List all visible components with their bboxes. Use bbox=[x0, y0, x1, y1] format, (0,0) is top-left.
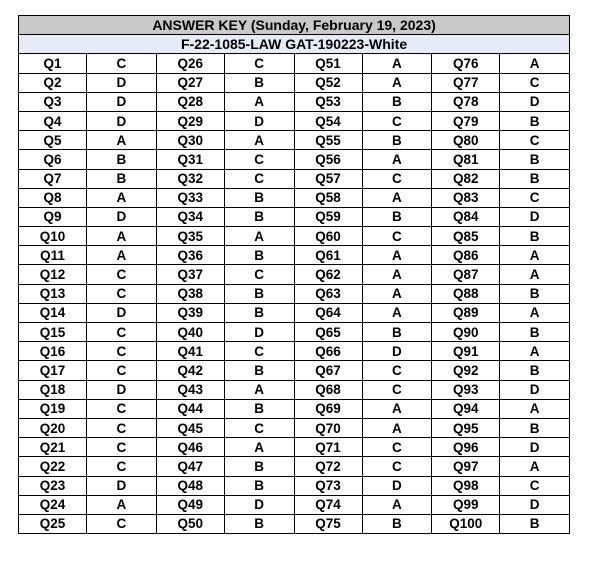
table-row bbox=[19, 207, 570, 226]
question-number-cell: Q42 bbox=[156, 361, 224, 380]
question-number-cell: Q80 bbox=[432, 131, 500, 150]
answer-cell: B bbox=[224, 399, 294, 418]
question-number-cell: Q68 bbox=[294, 380, 362, 399]
answer-cell: A bbox=[500, 54, 570, 73]
question-number-cell: Q31 bbox=[156, 150, 224, 169]
answer-cell: B bbox=[362, 323, 432, 342]
answer-cell: A bbox=[500, 303, 570, 322]
question-number-cell: Q20 bbox=[19, 418, 87, 437]
question-number-cell: Q86 bbox=[432, 246, 500, 265]
question-number-cell: Q94 bbox=[432, 399, 500, 418]
answer-cell: A bbox=[224, 438, 294, 457]
table-row bbox=[19, 227, 570, 246]
question-number-cell: Q17 bbox=[19, 361, 87, 380]
question-number-cell: Q60 bbox=[294, 227, 362, 246]
answer-cell: D bbox=[500, 92, 570, 111]
answer-cell: B bbox=[224, 246, 294, 265]
answer-cell: B bbox=[500, 323, 570, 342]
answer-cell: B bbox=[362, 131, 432, 150]
answer-cell: D bbox=[224, 111, 294, 130]
answer-cell: C bbox=[500, 131, 570, 150]
question-number-cell: Q61 bbox=[294, 246, 362, 265]
answer-cell: B bbox=[224, 457, 294, 476]
question-number-cell: Q57 bbox=[294, 169, 362, 188]
answer-cell: D bbox=[87, 303, 157, 322]
answer-cell: D bbox=[362, 476, 432, 495]
answer-cell: C bbox=[224, 265, 294, 284]
answer-cell: A bbox=[224, 227, 294, 246]
answer-cell: D bbox=[87, 380, 157, 399]
table-row bbox=[19, 323, 570, 342]
table-row bbox=[19, 380, 570, 399]
question-number-cell: Q1 bbox=[19, 54, 87, 73]
table-row bbox=[19, 131, 570, 150]
question-number-cell: Q11 bbox=[19, 246, 87, 265]
question-number-cell: Q44 bbox=[156, 399, 224, 418]
question-number-cell: Q16 bbox=[19, 342, 87, 361]
answer-cell: A bbox=[362, 495, 432, 514]
answer-cell: B bbox=[224, 361, 294, 380]
answer-cell: D bbox=[500, 380, 570, 399]
question-number-cell: Q22 bbox=[19, 457, 87, 476]
answer-cell: A bbox=[362, 265, 432, 284]
question-number-cell: Q69 bbox=[294, 399, 362, 418]
answer-cell: C bbox=[362, 361, 432, 380]
table-row bbox=[19, 111, 570, 130]
answer-cell: C bbox=[500, 188, 570, 207]
question-number-cell: Q39 bbox=[156, 303, 224, 322]
question-number-cell: Q82 bbox=[432, 169, 500, 188]
answer-cell: B bbox=[224, 284, 294, 303]
answer-cell: C bbox=[224, 150, 294, 169]
answer-cell: C bbox=[224, 54, 294, 73]
answer-cell: A bbox=[224, 131, 294, 150]
answer-cell: B bbox=[87, 150, 157, 169]
table-row bbox=[19, 246, 570, 265]
answer-cell: D bbox=[87, 73, 157, 92]
answer-cell: C bbox=[362, 457, 432, 476]
question-number-cell: Q67 bbox=[294, 361, 362, 380]
answer-cell: A bbox=[362, 73, 432, 92]
table-row bbox=[19, 438, 570, 457]
question-number-cell: Q21 bbox=[19, 438, 87, 457]
question-number-cell: Q85 bbox=[432, 227, 500, 246]
question-number-cell: Q50 bbox=[156, 514, 224, 533]
answer-cell: A bbox=[500, 457, 570, 476]
table-row bbox=[19, 399, 570, 418]
table-row bbox=[19, 188, 570, 207]
answer-cell: B bbox=[224, 188, 294, 207]
question-number-cell: Q53 bbox=[294, 92, 362, 111]
answer-cell: C bbox=[87, 284, 157, 303]
question-number-cell: Q48 bbox=[156, 476, 224, 495]
question-number-cell: Q47 bbox=[156, 457, 224, 476]
answer-cell: B bbox=[500, 284, 570, 303]
answer-cell: A bbox=[362, 303, 432, 322]
answer-cell: C bbox=[362, 380, 432, 399]
question-number-cell: Q81 bbox=[432, 150, 500, 169]
table-row bbox=[19, 495, 570, 514]
answer-cell: A bbox=[500, 399, 570, 418]
question-number-cell: Q58 bbox=[294, 188, 362, 207]
answer-cell: A bbox=[500, 342, 570, 361]
table-row bbox=[19, 361, 570, 380]
table-row bbox=[19, 169, 570, 188]
question-number-cell: Q87 bbox=[432, 265, 500, 284]
answer-cell: B bbox=[224, 303, 294, 322]
answer-cell: C bbox=[87, 361, 157, 380]
question-number-cell: Q95 bbox=[432, 418, 500, 437]
question-number-cell: Q26 bbox=[156, 54, 224, 73]
table-row bbox=[19, 342, 570, 361]
answer-cell: B bbox=[500, 150, 570, 169]
answer-cell: B bbox=[500, 169, 570, 188]
question-number-cell: Q34 bbox=[156, 207, 224, 226]
question-number-cell: Q88 bbox=[432, 284, 500, 303]
question-number-cell: Q28 bbox=[156, 92, 224, 111]
question-number-cell: Q74 bbox=[294, 495, 362, 514]
answer-cell: C bbox=[362, 111, 432, 130]
answer-cell: D bbox=[87, 92, 157, 111]
answer-cell: B bbox=[500, 111, 570, 130]
answer-cell: D bbox=[87, 476, 157, 495]
question-number-cell: Q96 bbox=[432, 438, 500, 457]
answer-cell: A bbox=[500, 246, 570, 265]
table-row bbox=[19, 418, 570, 437]
question-number-cell: Q9 bbox=[19, 207, 87, 226]
question-number-cell: Q3 bbox=[19, 92, 87, 111]
answer-cell: C bbox=[224, 418, 294, 437]
question-number-cell: Q36 bbox=[156, 246, 224, 265]
title-row bbox=[19, 16, 570, 35]
answer-cell: C bbox=[87, 265, 157, 284]
answer-cell: C bbox=[224, 342, 294, 361]
question-number-cell: Q6 bbox=[19, 150, 87, 169]
question-number-cell: Q64 bbox=[294, 303, 362, 322]
answer-cell: A bbox=[224, 92, 294, 111]
answer-cell: B bbox=[87, 169, 157, 188]
question-number-cell: Q41 bbox=[156, 342, 224, 361]
table-row bbox=[19, 92, 570, 111]
answer-cell: D bbox=[362, 342, 432, 361]
question-number-cell: Q45 bbox=[156, 418, 224, 437]
answer-key-body bbox=[19, 54, 570, 534]
question-number-cell: Q71 bbox=[294, 438, 362, 457]
question-number-cell: Q62 bbox=[294, 265, 362, 284]
question-number-cell: Q73 bbox=[294, 476, 362, 495]
question-number-cell: Q77 bbox=[432, 73, 500, 92]
answer-cell: C bbox=[87, 514, 157, 533]
answer-key-table bbox=[18, 15, 570, 534]
question-number-cell: Q4 bbox=[19, 111, 87, 130]
answer-cell: D bbox=[500, 438, 570, 457]
answer-cell: C bbox=[87, 438, 157, 457]
answer-cell: A bbox=[87, 188, 157, 207]
answer-cell: B bbox=[362, 514, 432, 533]
question-number-cell: Q24 bbox=[19, 495, 87, 514]
question-number-cell: Q12 bbox=[19, 265, 87, 284]
answer-cell: A bbox=[362, 284, 432, 303]
question-number-cell: Q35 bbox=[156, 227, 224, 246]
answer-cell: B bbox=[500, 418, 570, 437]
paper-code: F-22-1085-LAW GAT-190223-White bbox=[19, 35, 570, 54]
answer-cell: C bbox=[500, 476, 570, 495]
question-number-cell: Q52 bbox=[294, 73, 362, 92]
question-number-cell: Q30 bbox=[156, 131, 224, 150]
answer-cell: D bbox=[87, 111, 157, 130]
question-number-cell: Q89 bbox=[432, 303, 500, 322]
question-number-cell: Q83 bbox=[432, 188, 500, 207]
question-number-cell: Q18 bbox=[19, 380, 87, 399]
question-number-cell: Q99 bbox=[432, 495, 500, 514]
question-number-cell: Q90 bbox=[432, 323, 500, 342]
answer-cell: B bbox=[224, 476, 294, 495]
question-number-cell: Q63 bbox=[294, 284, 362, 303]
question-number-cell: Q55 bbox=[294, 131, 362, 150]
question-number-cell: Q76 bbox=[432, 54, 500, 73]
question-number-cell: Q14 bbox=[19, 303, 87, 322]
answer-cell: B bbox=[500, 227, 570, 246]
answer-cell: A bbox=[87, 227, 157, 246]
question-number-cell: Q19 bbox=[19, 399, 87, 418]
question-number-cell: Q33 bbox=[156, 188, 224, 207]
answer-key-title: ANSWER KEY (Sunday, February 19, 2023) bbox=[19, 16, 570, 35]
answer-cell: A bbox=[362, 54, 432, 73]
answer-cell: B bbox=[362, 207, 432, 226]
table-row bbox=[19, 73, 570, 92]
question-number-cell: Q97 bbox=[432, 457, 500, 476]
answer-cell: A bbox=[87, 495, 157, 514]
question-number-cell: Q75 bbox=[294, 514, 362, 533]
question-number-cell: Q72 bbox=[294, 457, 362, 476]
answer-cell: B bbox=[224, 207, 294, 226]
question-number-cell: Q40 bbox=[156, 323, 224, 342]
question-number-cell: Q32 bbox=[156, 169, 224, 188]
answer-cell: D bbox=[500, 495, 570, 514]
question-number-cell: Q98 bbox=[432, 476, 500, 495]
question-number-cell: Q59 bbox=[294, 207, 362, 226]
answer-cell: C bbox=[87, 399, 157, 418]
answer-cell: C bbox=[500, 73, 570, 92]
table-row bbox=[19, 476, 570, 495]
question-number-cell: Q10 bbox=[19, 227, 87, 246]
answer-cell: C bbox=[87, 54, 157, 73]
answer-cell: B bbox=[500, 514, 570, 533]
answer-cell: A bbox=[224, 380, 294, 399]
question-number-cell: Q37 bbox=[156, 265, 224, 284]
answer-cell: D bbox=[224, 323, 294, 342]
answer-cell: C bbox=[224, 169, 294, 188]
question-number-cell: Q79 bbox=[432, 111, 500, 130]
answer-cell: A bbox=[362, 399, 432, 418]
table-row bbox=[19, 457, 570, 476]
answer-cell: D bbox=[224, 495, 294, 514]
question-number-cell: Q27 bbox=[156, 73, 224, 92]
answer-cell: C bbox=[87, 457, 157, 476]
question-number-cell: Q7 bbox=[19, 169, 87, 188]
answer-cell: D bbox=[500, 207, 570, 226]
subtitle-row bbox=[19, 35, 570, 54]
question-number-cell: Q91 bbox=[432, 342, 500, 361]
table-row bbox=[19, 265, 570, 284]
question-number-cell: Q29 bbox=[156, 111, 224, 130]
question-number-cell: Q65 bbox=[294, 323, 362, 342]
answer-cell: C bbox=[87, 418, 157, 437]
answer-cell: A bbox=[362, 246, 432, 265]
answer-cell: B bbox=[362, 92, 432, 111]
answer-cell: C bbox=[87, 323, 157, 342]
answer-cell: D bbox=[87, 207, 157, 226]
question-number-cell: Q78 bbox=[432, 92, 500, 111]
question-number-cell: Q25 bbox=[19, 514, 87, 533]
table-row bbox=[19, 150, 570, 169]
answer-cell: C bbox=[362, 227, 432, 246]
answer-cell: A bbox=[87, 131, 157, 150]
table-row bbox=[19, 514, 570, 533]
answer-cell: A bbox=[362, 188, 432, 207]
answer-cell: A bbox=[362, 418, 432, 437]
table-row bbox=[19, 284, 570, 303]
question-number-cell: Q51 bbox=[294, 54, 362, 73]
answer-cell: C bbox=[362, 169, 432, 188]
question-number-cell: Q93 bbox=[432, 380, 500, 399]
answer-cell: C bbox=[362, 438, 432, 457]
question-number-cell: Q49 bbox=[156, 495, 224, 514]
answer-cell: A bbox=[362, 150, 432, 169]
question-number-cell: Q92 bbox=[432, 361, 500, 380]
answer-cell: B bbox=[224, 514, 294, 533]
answer-cell: B bbox=[500, 361, 570, 380]
question-number-cell: Q84 bbox=[432, 207, 500, 226]
table-row bbox=[19, 303, 570, 322]
table-row bbox=[19, 54, 570, 73]
question-number-cell: Q43 bbox=[156, 380, 224, 399]
question-number-cell: Q13 bbox=[19, 284, 87, 303]
question-number-cell: Q70 bbox=[294, 418, 362, 437]
answer-cell: C bbox=[87, 342, 157, 361]
answer-cell: A bbox=[87, 246, 157, 265]
question-number-cell: Q23 bbox=[19, 476, 87, 495]
question-number-cell: Q5 bbox=[19, 131, 87, 150]
answer-cell: A bbox=[500, 265, 570, 284]
question-number-cell: Q8 bbox=[19, 188, 87, 207]
answer-cell: B bbox=[224, 73, 294, 92]
question-number-cell: Q54 bbox=[294, 111, 362, 130]
question-number-cell: Q46 bbox=[156, 438, 224, 457]
question-number-cell: Q15 bbox=[19, 323, 87, 342]
question-number-cell: Q38 bbox=[156, 284, 224, 303]
question-number-cell: Q100 bbox=[432, 514, 500, 533]
question-number-cell: Q2 bbox=[19, 73, 87, 92]
question-number-cell: Q56 bbox=[294, 150, 362, 169]
question-number-cell: Q66 bbox=[294, 342, 362, 361]
